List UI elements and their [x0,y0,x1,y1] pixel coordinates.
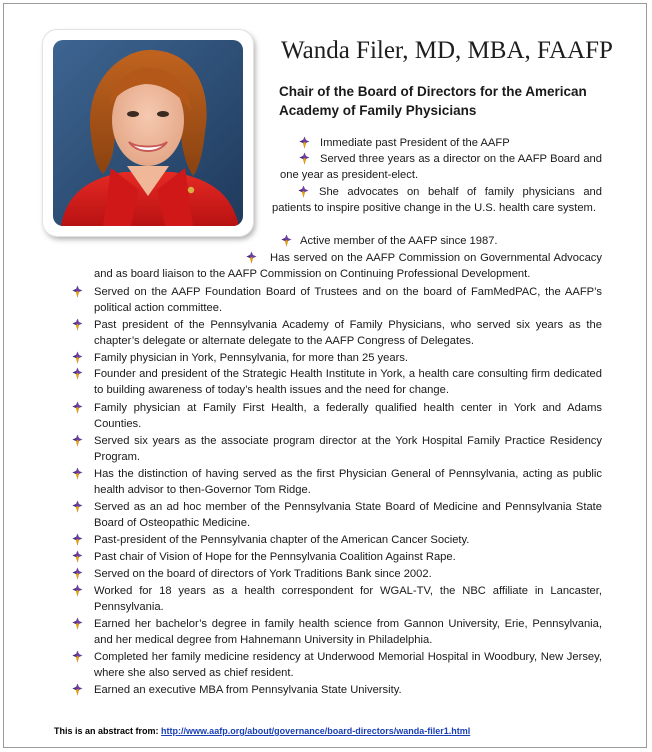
bullet-arrow-icon [72,351,83,364]
list-item-text: Served as an ad hoc member of the Pennsylvania State Board of Medicine and Pennsylvania State Board of Osteopathic Medicine. [94,501,602,530]
bullet-arrow-icon [72,467,83,480]
list-item [255,233,602,249]
bullet-arrow-icon [281,234,292,247]
list-item [94,616,602,649]
bullet-arrow-icon [299,152,310,165]
list-item [94,499,602,532]
list-item [94,466,602,499]
list-item [94,366,602,399]
source-link[interactable]: http://www.aafp.org/about/governance/board-directors/wanda-filer1.html [161,726,471,736]
bullet-arrow-icon [72,434,83,447]
bullet-arrow-icon [72,401,83,414]
bullet-arrow-icon [298,185,309,198]
list-item [94,250,602,283]
bullet-arrow-icon [72,584,83,597]
footer-prefix: This is an abstract from: [54,726,162,736]
list-item-text: She advocates on behalf of family physicians and patients to inspire positive change in the U.S. health care system. [272,186,602,215]
bullet-arrow-icon [72,533,83,546]
person-name: Wanda Filer, MD, MBA, FAAFP [281,37,613,64]
bullet-arrow-icon [72,500,83,513]
bullet-arrow-icon [72,285,83,298]
list-item-text: Past president of the Pennsylvania Academy of Family Physicians, who served six years as the chapter’s delegate or alternate delegate to the AAFP Congress of Delegates. [94,319,602,348]
list-item-text: Has served on the AAFP Commission on Governmental Advocacy and as board liaison to the AAFP Commission on Continuing Professional Development. [94,252,602,281]
list-item-text: Founder and president of the Strategic Health Institute in York, a health care consulting firm dedicated to building awareness of today’s health issues and the need for change. [94,368,602,397]
list-item [94,532,602,548]
bullet-arrow-icon [72,567,83,580]
list-item-text: Served six years as the associate program director at the York Hospital Family Practice Residency Program. [94,435,602,464]
list-item [94,317,602,350]
person-title: Chair of the Board of Directors for the American Academy of Family Physicians [279,84,587,118]
list-item [94,284,602,317]
source-footer [54,726,470,736]
list-item-text: Active member of the AAFP since 1987. [300,235,498,247]
list-item-text: Past-president of the Pennsylvania chapter of the American Cancer Society. [94,534,470,546]
list-item [94,682,602,698]
bullet-arrow-icon [72,617,83,630]
list-item-text: Family physician at Family First Health, a federally qualified health center in York and Adams Counties. [94,402,602,431]
list-item-text: Immediate past President of the AAFP [320,137,510,149]
list-item-text: Has the distinction of having served as the first Physician General of Pennsylvania, acting as public health advisor to then-Governor Tom Ridge. [94,468,602,497]
bullet-arrow-icon [246,251,257,264]
bullet-arrow-icon [72,683,83,696]
list-item [280,151,602,184]
list-item [272,184,602,217]
list-item-text: Completed her family medicine residency at Underwood Memorial Hospital in Woodbury, New Jersey, where she also served as chief resident. [94,651,602,680]
bullet-arrow-icon [72,318,83,331]
list-item-text: Family physician in York, Pennsylvania, for more than 25 years. [94,352,409,364]
list-item [94,350,602,366]
list-item [94,566,602,582]
list-item [94,549,602,565]
list-item-text: Served on the AAFP Foundation Board of Trustees and on the board of FamMedPAC, the AAFP’s political action committee. [94,286,602,315]
list-item-text: Past chair of Vision of Hope for the Pennsylvania Coalition Against Rape. [94,551,456,563]
list-item-text: Earned her bachelor’s degree in family health science from Gannon University, Erie, Pennsylvania, and her medical degree from Hahnemann University in Philadelphia. [94,618,602,647]
list-item [94,583,602,616]
list-item-text: Served on the board of directors of York Traditions Bank since 2002. [94,568,432,580]
list-item-text: Served three years as a director on the AAFP Board and one year as president-elect. [280,153,602,182]
bullet-arrow-icon [299,136,310,149]
list-item [280,135,602,151]
list-item [94,400,602,433]
bullet-arrow-icon [72,550,83,563]
list-item-text: Worked for 18 years as a health correspondent for WGAL-TV, the NBC affiliate in Lancaster, Pennsylvania. [94,585,602,614]
bullet-arrow-icon [72,367,83,380]
list-item [94,649,602,682]
list-item-text: Earned an executive MBA from Pennsylvania State University. [94,684,402,696]
list-item [94,433,602,466]
bullet-arrow-icon [72,650,83,663]
